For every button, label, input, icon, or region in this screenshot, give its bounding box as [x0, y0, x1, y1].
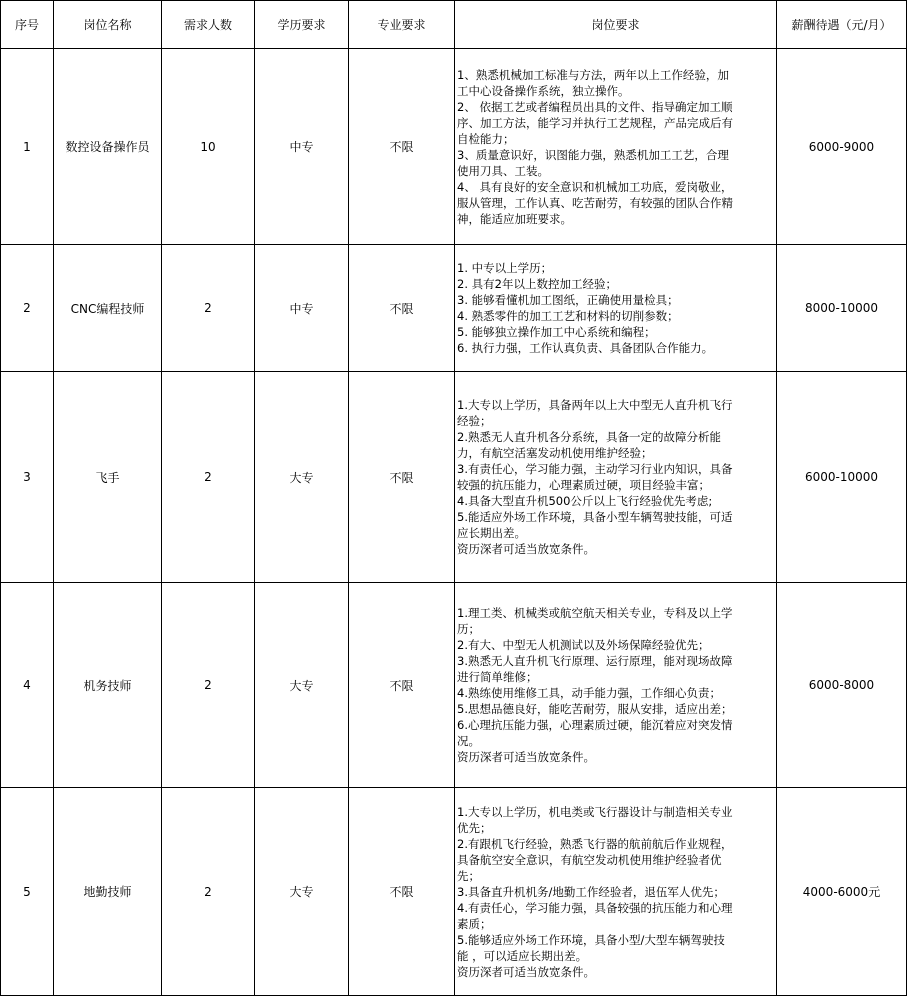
requirement-line: 6. 执行力强，工作认真负责、具备团队合作能力。	[457, 341, 714, 355]
requirement-line: 4.有责任心，学习能力强，具备较强的抗压能力和心理	[457, 900, 733, 915]
major-cell: 不限	[349, 49, 455, 245]
requirement-line: 1.大专以上学历，具备两年以上大中型无人直升机飞行	[457, 398, 733, 412]
requirement-line: 2.有大、中型无人机测试以及外场保障经验优先；	[457, 638, 710, 652]
requirement-line: 经验；	[457, 414, 492, 428]
requirement-line: 5.能够适应外场工作环境，具备小型/大型车辆驾驶技	[457, 932, 725, 947]
requirement-line: 4.具备大型直升机500公斤以上飞行经验优先考虑;	[457, 494, 713, 508]
position-cell: 地勤技师	[54, 788, 162, 996]
requirement-line: 3.有责任心，学习能力强，主动学习行业内知识，具备	[457, 462, 733, 476]
requirement-line: 4、 具有良好的安全意识和机械加工功底，爱岗敬业，	[457, 179, 733, 194]
requirement-line: 4.熟练使用维修工具，动手能力强，工作细心负责；	[457, 686, 721, 700]
requirements-cell	[455, 583, 777, 788]
salary-cell: 6000-10000	[777, 372, 907, 583]
requirement-line: 神，能适应加班要求。	[457, 211, 572, 226]
requirement-line: 4. 熟悉零件的加工工艺和材料的切削参数；	[457, 309, 679, 323]
requirement-line: 2.有跟机飞行经验，熟悉飞行器的航前航后作业规程，	[457, 836, 733, 851]
salary-cell: 6000-8000	[777, 583, 907, 788]
table-row	[1, 49, 907, 245]
requirements-cell	[455, 49, 777, 245]
requirement-line: 1. 中专以上学历；	[457, 261, 553, 275]
salary-cell: 8000-10000	[777, 245, 907, 372]
position-cell: CNC编程技师	[54, 245, 162, 372]
requirement-line: 资历深者可适当放宽条件。	[457, 964, 595, 979]
requirement-line: 2. 具有2年以上数控加工经验；	[457, 277, 617, 291]
requirement-line: 力，有航空活塞发动机使用维护经验；	[457, 446, 653, 460]
table-row	[1, 788, 907, 996]
major-cell: 不限	[349, 583, 455, 788]
requirements-cell	[455, 245, 777, 372]
count-cell: 2	[162, 245, 255, 372]
requirement-line: 服从管理，工作认真、吃苦耐劳，有较强的团队合作精	[457, 195, 733, 210]
header-salary: 薪酬待遇（元/月）	[777, 1, 907, 49]
count-cell: 2	[162, 583, 255, 788]
requirement-line: 3.熟悉无人直升机飞行原理、运行原理，能对现场故障	[457, 654, 733, 668]
table-row	[1, 583, 907, 788]
requirement-line: 使用刀具、工装。	[457, 163, 549, 178]
requirements-cell	[455, 372, 777, 583]
position-cell: 机务技师	[54, 583, 162, 788]
requirement-line: 况。	[457, 734, 480, 748]
requirement-line: 序、加工方法，能学习并执行工艺规程，产品完成后有	[457, 115, 733, 130]
requirement-line: 进行简单维修；	[457, 670, 538, 684]
education-cell: 大专	[255, 372, 349, 583]
requirement-line: 3.具备直升机机务/地勤工作经验者，退伍军人优先；	[457, 884, 725, 899]
count-cell: 2	[162, 788, 255, 996]
requirement-line: 先；	[457, 868, 480, 883]
seq-cell: 1	[1, 49, 54, 245]
position-cell: 飞手	[54, 372, 162, 583]
education-cell: 中专	[255, 245, 349, 372]
requirement-line: 3. 能够看懂机加工图纸，正确使用量检具；	[457, 293, 679, 307]
requirement-line: 1.大专以上学历，机电类或飞行器设计与制造相关专业	[457, 804, 733, 819]
requirement-line: 资历深者可适当放宽条件。	[457, 542, 595, 556]
salary-cell: 6000-9000	[777, 49, 907, 245]
requirement-line: 优先；	[457, 820, 492, 835]
major-cell: 不限	[349, 245, 455, 372]
requirement-line: 能 ，可以适应长期出差。	[457, 948, 588, 963]
requirement-line: 1.理工类、机械类或航空航天相关专业，专科及以上学	[457, 606, 733, 620]
requirement-line: 历；	[457, 622, 480, 636]
requirement-line: 1、熟悉机械加工标准与方法，两年以上工作经验，加	[457, 67, 729, 82]
header-position: 岗位名称	[54, 1, 162, 49]
requirement-line: 资历深者可适当放宽条件。	[457, 750, 595, 764]
seq-cell: 3	[1, 372, 54, 583]
requirement-line: 2、 依据工艺或者编程员出具的文件、指导确定加工顺	[457, 99, 733, 114]
requirement-line: 5. 能够独立操作加工中心系统和编程；	[457, 325, 656, 339]
count-cell: 10	[162, 49, 255, 245]
requirement-line: 3、质量意识好，识图能力强，熟悉机加工工艺，合理	[457, 147, 729, 162]
education-cell: 大专	[255, 583, 349, 788]
position-cell: 数控设备操作员	[54, 49, 162, 245]
seq-cell: 4	[1, 583, 54, 788]
seq-cell: 5	[1, 788, 54, 996]
table-row	[1, 372, 907, 583]
header-seq: 序号	[1, 1, 54, 49]
header-major: 专业要求	[349, 1, 455, 49]
requirements-cell	[455, 788, 777, 996]
requirement-line: 5.能适应外场工作环境，具备小型车辆驾驶技能，可适	[457, 510, 733, 524]
education-cell: 中专	[255, 49, 349, 245]
requirement-line: 具备航空安全意识，有航空发动机使用维护经验者优	[457, 852, 722, 867]
header-row	[1, 1, 907, 49]
requirement-line: 5.思想品德良好，能吃苦耐劳，服从安排，适应出差；	[457, 702, 733, 716]
requirement-line: 工中心设备操作系统，独立操作。	[457, 83, 630, 98]
requirement-line: 6.心理抗压能力强，心理素质过硬，能沉着应对突发情	[457, 718, 733, 732]
requirement-line: 自检能力；	[457, 131, 515, 146]
requirement-line: 应长期出差。	[457, 526, 526, 540]
requirement-line: 2.熟悉无人直升机各分系统，具备一定的故障分析能	[457, 430, 721, 444]
major-cell: 不限	[349, 788, 455, 996]
header-education: 学历要求	[255, 1, 349, 49]
header-count: 需求人数	[162, 1, 255, 49]
major-cell: 不限	[349, 372, 455, 583]
seq-cell: 2	[1, 245, 54, 372]
requirement-line: 较强的抗压能力，心理素质过硬，项目经验丰富；	[457, 478, 710, 492]
requirement-line: 素质；	[457, 916, 492, 931]
table-row	[1, 245, 907, 372]
education-cell: 大专	[255, 788, 349, 996]
count-cell: 2	[162, 372, 255, 583]
header-requirements: 岗位要求	[455, 1, 777, 49]
salary-cell: 4000-6000元	[777, 788, 907, 996]
